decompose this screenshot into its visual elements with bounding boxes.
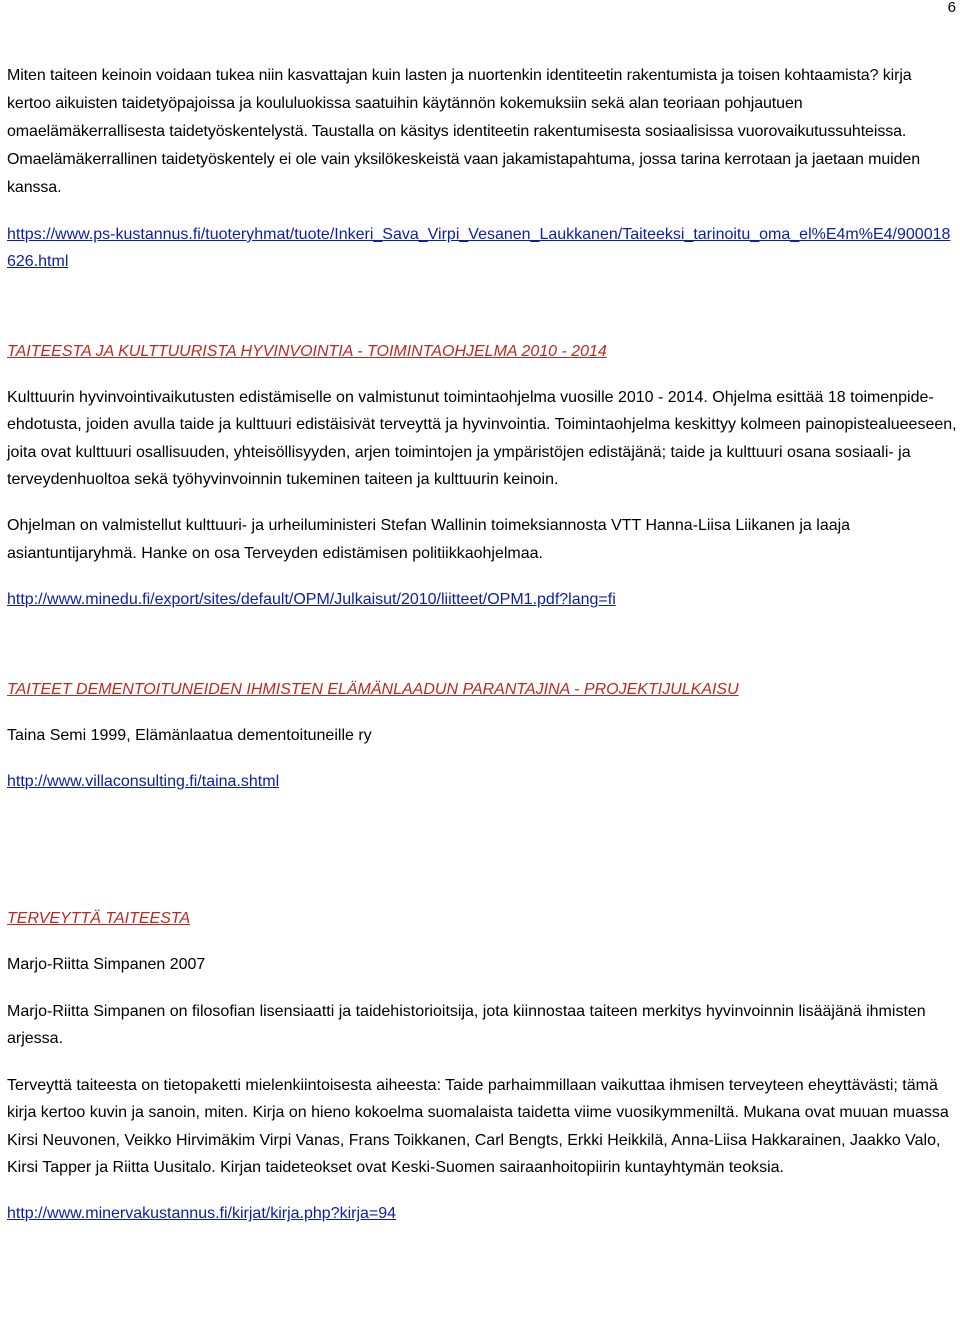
document-body — [7, 62, 957, 1228]
section-heading-toimintaohjelma: TAITEESTA JA KULTTUURISTA HYVINVOINTIA - TOIMINTAOHJELMA 2010 - 2014 — [7, 342, 607, 360]
minedu-link[interactable]: http://www.minedu.fi/export/sites/default/OPM/Julkaisut/2010/liitteet/OPM1.pdf?lang=fi — [7, 591, 616, 609]
minervakustannus-link[interactable]: http://www.minervakustannus.fi/kirjat/kirja.php?kirja=94 — [7, 1205, 397, 1223]
page-number: 6 — [947, 0, 956, 16]
toimintaohjelma-paragraph: Kulttuurin hyvinvointivaikutusten edistämiselle on valmistunut toimintaohjelma vuosille 2010 - 2014. Ohjelma esittää 18 toimenpide-ehdotusta, joiden avulla taide ja kulttuuri edistäisivät terveyttä ja hyvinvointia. Toimintaohjelma keskittyy kolmeen painopistealueeseen, joita ovat kulttuuri osallisuuden, yhteisöllisyyden, arjen toimintojen ja ympäristöjen edistäjänä; taide ja kulttuuri osana sosiaali- ja terveydenhuoltoa sekä työhyvinvoinnin tukeminen taiteen ja kulttuurin keinoin. — [7, 388, 957, 489]
terveytta-paragraph-2: Terveyttä taiteesta on tietopaketti mielenkiintoisesta aiheesta: Taide parhaimmillaan vaikuttaa ihmisen terveyteen eheyttävästi; tämä kirja kertoo kuvin ja sanoin, miten. Kirja on hieno kokoelma suomalaista taidetta viime vuosikymmeniltä. Mukana ovat muuan muassa Kirsi Neuvonen, Veikko Hirvimäkim Virpi Vanas, Frans Toikkanen, Carl Bengts, Erkki Heikkilä, Anna-Liisa Hakkarainen, Jaakko Valo, Kirsi Tapper ja Riitta Uusitalo. Kirjan taideteokset ovat Keski-Suomen sairaanhoitopiirin kuntayhtymän teoksia. — [7, 1076, 949, 1176]
dementia-link-paragraph — [7, 768, 957, 795]
section-heading-dementia: TAITEET DEMENTOITUNEIDEN IHMISTEN ELÄMÄNLAADUN PARANTAJINA - PROJEKTIJULKAISU — [7, 680, 739, 698]
villaconsulting-link[interactable]: http://www.villaconsulting.fi/taina.shtml — [7, 773, 280, 791]
ps-kustannus-link[interactable]: https://www.ps-kustannus.fi/tuoteryhmat/tuote/Inkeri_Sava_Virpi_Vesanen_Laukkanen/Taiteeksi_tarinoitu_oma_el%E4m%E4/900018626.html — [7, 226, 951, 271]
dementia-paragraph: Taina Semi 1999, Elämänlaatua dementoituneille ry — [7, 726, 372, 744]
toimintaohjelma-paragraph-2: Ohjelman on valmistellut kulttuuri- ja urheiluministeri Stefan Wallinin toimeksiannosta VTT Hanna-Liisa Liikanen ja laaja asiantuntijaryhmä. Hanke on osa Terveyden edistämisen politiikkaohjelmaa. — [7, 517, 851, 562]
terveytta-paragraph: Marjo-Riitta Simpanen on filosofian lisensiaatti ja taidehistorioitsija, jota kiinnostaa taiteen merkitys hyvinvoinnin lisääjänä ihmisten arjessa. — [7, 1002, 926, 1048]
intro-link-paragraph — [7, 221, 957, 276]
section-heading-terveytta: TERVEYTTÄ TAITEESTA — [7, 910, 191, 928]
toimintaohjelma-link-paragraph — [7, 586, 957, 613]
intro-paragraph: Miten taiteen keinoin voidaan tukea niin kasvattajan kuin lasten ja nuortenkin identiteetin rakentumista ja toisen kohtaamista? kirja kertoo aikuisten taidetyöpajoissa ja koululuokissa saatuihin käytännön kokemuksiin sekä alan teoriaan pohjautuen omaelämäkerrallisesta taidetyöskentelystä. Taustalla on käsitys identiteetin rakentumisesta sosiaalisissa vuorovaikutussuhteissa. Omaelämäkerrallinen taidetyöskentely ei ole vain yksilökeskeistä vaan jakamistapahtuma, jossa tarina kerrotaan ja jaetaan muiden kanssa. — [7, 67, 921, 196]
terveytta-link-paragraph — [7, 1200, 957, 1227]
terveytta-author: Marjo-Riitta Simpanen 2007 — [7, 956, 206, 974]
